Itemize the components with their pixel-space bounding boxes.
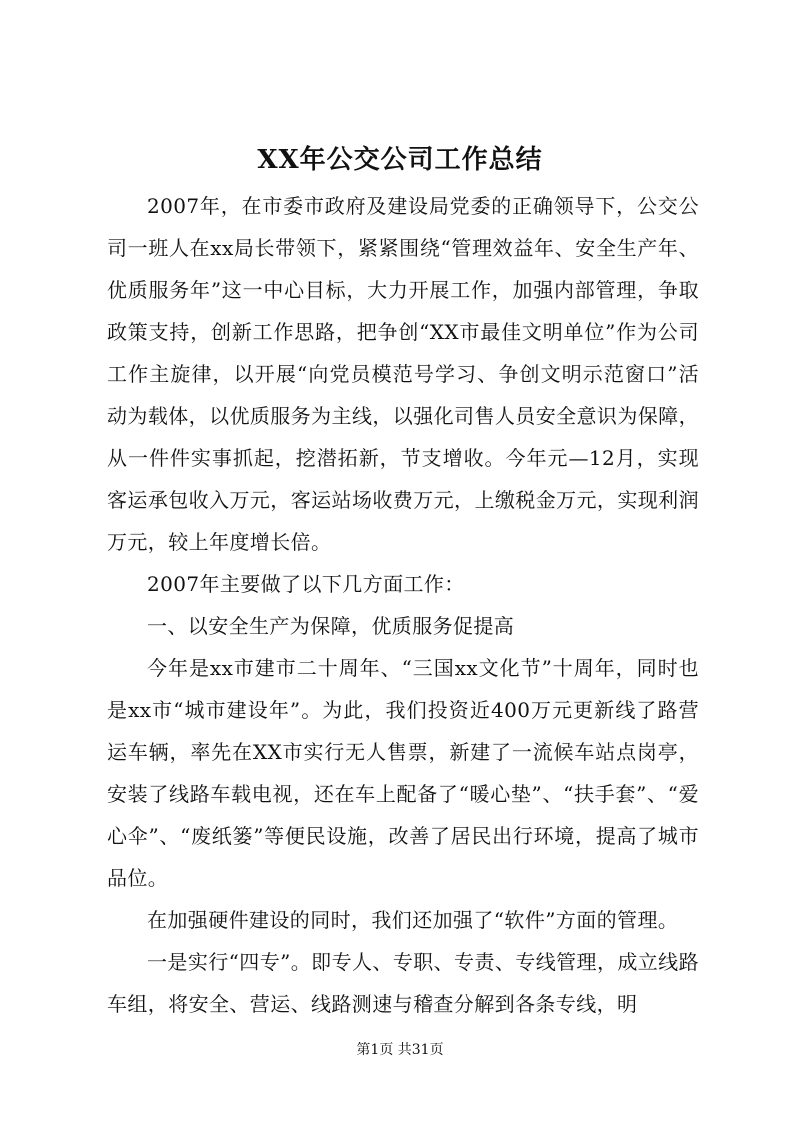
paragraph-software-management: 在加强硬件建设的同时，我们还加强了“软件”方面的管理。: [147, 908, 679, 932]
paragraph-city-anniversary: 今年是xx市建市二十周年、“三国xx文化节”十周年，同时也是xx市“城市建设年”。为此，我们投资近400万元更新线了路营运车辆，率先在XX市实行无人售票，新建了一流候车站点岗亭，安装了线路车载电视，还在车上配备了“暖心垫”、“扶手套”、“爱心伞”、“废纸篓”等便民设施，改善了居民出行环境，提高了城市品位。: [107, 656, 699, 890]
document-body: [107, 185, 699, 1025]
paragraph-intro: 2007年，在市委市政府及建设局党委的正确领导下，公交公司一班人在xx局长带领下，紧紧围绕“管理效益年、安全生产年、优质服务年”这一中心目标，大力开展工作，加强内部管理，争取政策支持，创新工作思路，把争创“XX市最佳文明单位”作为公司工作主旋律，以开展“向党员模范号学习、争创文明示范窗口”活动为载体，以优质服务为主线，以强化司售人员安全意识为保障，从一件件实事抓起，挖潜拓新，节支增收。今年元—12月，实现客运承包收入万元，客运站场收费万元，上缴税金万元，实现利润万元，较上年度增长倍。: [107, 194, 699, 554]
paragraph-work-summary: 2007年主要做了以下几方面工作：: [147, 572, 465, 596]
page-footer: 第1页 共31页: [356, 1042, 444, 1058]
section-heading-1: 一、以安全生产为保障，优质服务促提高: [147, 614, 515, 638]
paragraph-four-specials: 一是实行“四专”。即专人、专职、专责、专线管理，成立线路车组，将安全、营运、线路测速与稽查分解到各条专线，明: [107, 950, 699, 1016]
document-title: XX年公交公司工作总结: [257, 145, 543, 175]
